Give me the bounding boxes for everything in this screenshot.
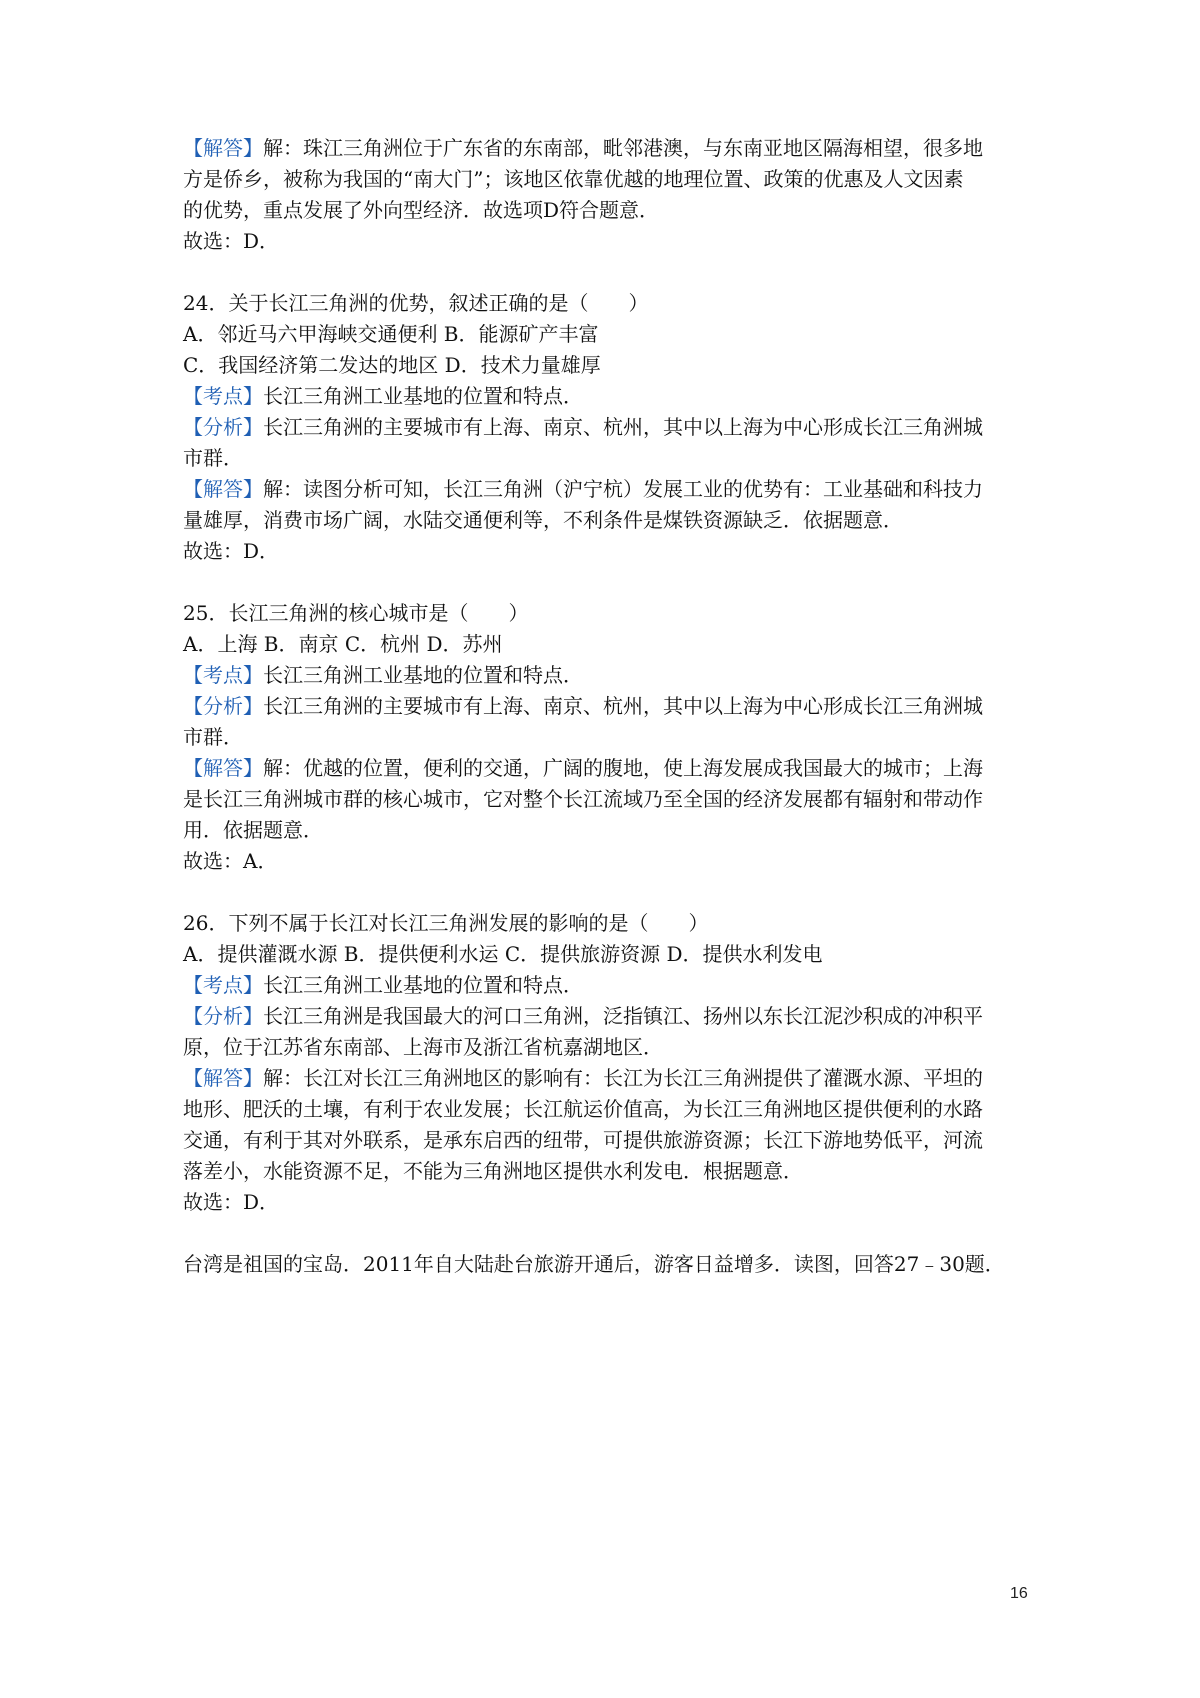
intro-27-30: 台湾是祖国的宝岛．2011年自大陆赴台旅游开通后，游客日益增多．读图，回答27﹣30题．: [183, 1252, 1005, 1276]
q25-options-1: A．上海 B．南京 C．杭州 D．苏州: [183, 632, 503, 656]
jieda-tag: 【解答】: [183, 477, 263, 501]
q23-answer-line-1: 【解答】解：珠江三角洲位于广东省的东南部，毗邻港澳，与东南亚地区隔海相望，很多地: [183, 136, 983, 160]
kaodian-tag: 【考点】: [183, 973, 263, 997]
jieda-tag: 【解答】: [183, 136, 263, 160]
q23-answer-line-3: 的优势，重点发展了外向型经济．故选项D符合题意．: [183, 198, 660, 222]
page-number: 16: [1010, 1585, 1028, 1602]
q26-result: 故选：D．: [183, 1190, 280, 1214]
q26-stem: 26．下列不属于长江对长江三角洲发展的影响的是（ ）: [183, 911, 709, 935]
q24-fenxi-line-1: 【分析】长江三角洲的主要城市有上海、南京、杭州，其中以上海为中心形成长江三角洲城: [183, 415, 983, 439]
q23-answer-line-2: 方是侨乡，被称为我国的“南大门”；该地区依靠优越的地理位置、政策的优惠及人文因素: [183, 167, 964, 191]
q24-options-1: A．邻近马六甲海峡交通便利 B．能源矿产丰富: [183, 322, 599, 346]
q25-fenxi-line-1: 【分析】长江三角洲的主要城市有上海、南京、杭州，其中以上海为中心形成长江三角洲城: [183, 694, 983, 718]
q25-result: 故选：A．: [183, 849, 278, 873]
fenxi-tag: 【分析】: [183, 694, 263, 718]
q26-jieda-line-2: 地形、肥沃的土壤，有利于农业发展；长江航运价值高，为长江三角洲地区提供便利的水路: [183, 1097, 983, 1121]
q25-kaodian: 【考点】长江三角洲工业基地的位置和特点．: [183, 663, 583, 687]
q24-fenxi-line-2: 市群．: [183, 446, 243, 470]
q24-stem: 24．关于长江三角洲的优势，叙述正确的是（ ）: [183, 291, 649, 315]
q26-jieda-line-4: 落差小，水能资源不足，不能为三角洲地区提供水利发电．根据题意．: [183, 1159, 803, 1183]
q25-jieda-line-3: 用．依据题意．: [183, 818, 323, 842]
fenxi-tag: 【分析】: [183, 1004, 263, 1028]
q26-fenxi-line-2: 原，位于江苏省东南部、上海市及浙江省杭嘉湖地区．: [183, 1035, 663, 1059]
q26-jieda-line-1: 【解答】解：长江对长江三角洲地区的影响有：长江为长江三角洲提供了灌溉水源、平坦的: [183, 1066, 983, 1090]
q24-kaodian: 【考点】长江三角洲工业基地的位置和特点．: [183, 384, 583, 408]
q25-jieda-line-2: 是长江三角洲城市群的核心城市，它对整个长江流域乃至全国的经济发展都有辐射和带动作: [183, 787, 983, 811]
q26-options-1: A．提供灌溉水源 B．提供便利水运 C．提供旅游资源 D．提供水利发电: [183, 942, 823, 966]
document-page: [183, 133, 1033, 1280]
jieda-tag: 【解答】: [183, 1066, 263, 1090]
q24-options-2: C．我国经济第二发达的地区 D．技术力量雄厚: [183, 353, 601, 377]
kaodian-tag: 【考点】: [183, 384, 263, 408]
fenxi-tag: 【分析】: [183, 415, 263, 439]
q26-kaodian: 【考点】长江三角洲工业基地的位置和特点．: [183, 973, 583, 997]
q24-result: 故选：D．: [183, 539, 280, 563]
q26-fenxi-line-1: 【分析】长江三角洲是我国最大的河口三角洲，泛指镇江、扬州以东长江泥沙积成的冲积平: [183, 1004, 983, 1028]
q25-stem: 25．长江三角洲的核心城市是（ ）: [183, 601, 529, 625]
q25-fenxi-line-2: 市群．: [183, 725, 243, 749]
q23-result: 故选：D．: [183, 229, 280, 253]
kaodian-tag: 【考点】: [183, 663, 263, 687]
q26-jieda-line-3: 交通，有利于其对外联系，是承东启西的纽带，可提供旅游资源；长江下游地势低平，河流: [183, 1128, 983, 1152]
q25-jieda-line-1: 【解答】解：优越的位置，便利的交通，广阔的腹地，使上海发展成我国最大的城市；上海: [183, 756, 983, 780]
q24-jieda-line-1: 【解答】解：读图分析可知，长江三角洲（沪宁杭）发展工业的优势有：工业基础和科技力: [183, 477, 983, 501]
jieda-tag: 【解答】: [183, 756, 263, 780]
q24-jieda-line-2: 量雄厚，消费市场广阔，水陆交通便利等，不利条件是煤铁资源缺乏．依据题意．: [183, 508, 903, 532]
